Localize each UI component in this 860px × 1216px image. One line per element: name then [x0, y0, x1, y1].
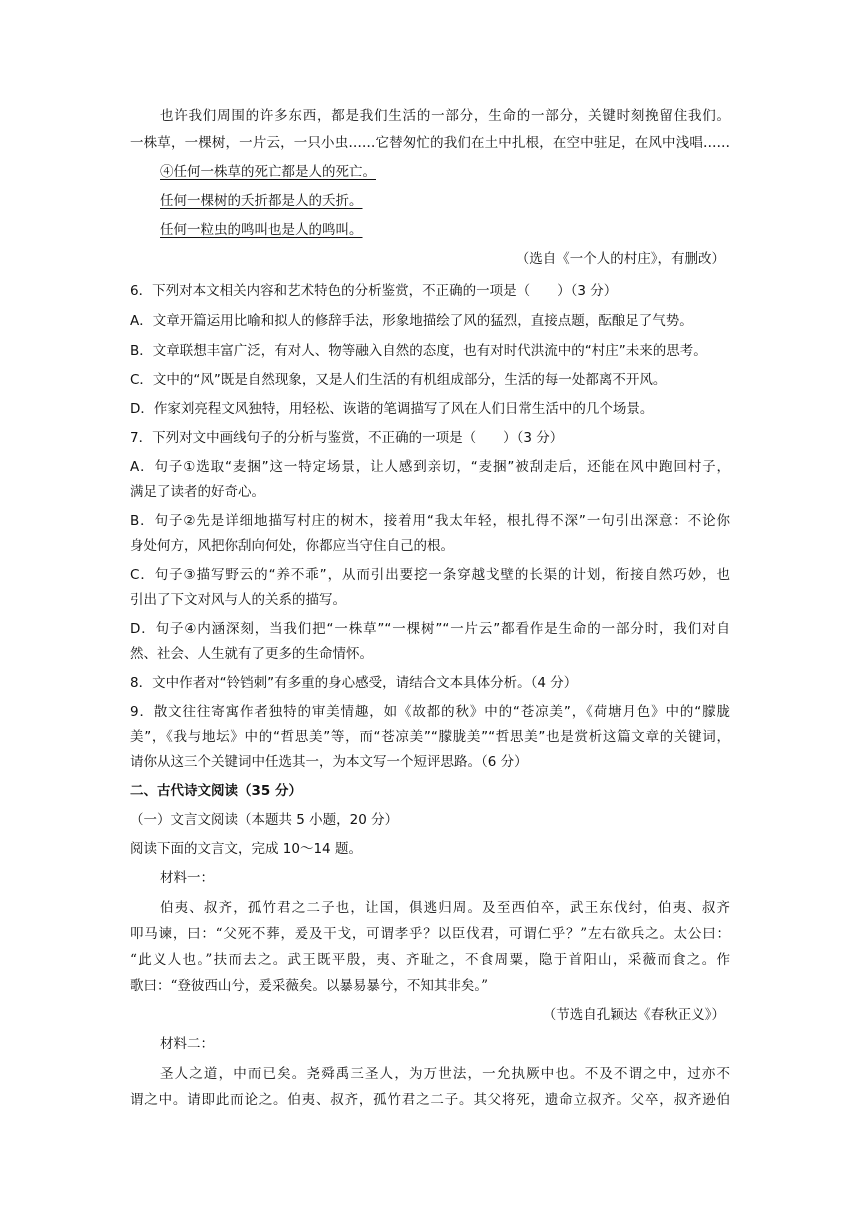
text-line: 圣人之道，中而已矣。尧舜禹三圣人，为万世法，一允执厥中也。不及不谓之中，过亦不	[160, 1066, 730, 1082]
text-line: 二、古代诗文阅读（35 分）	[130, 783, 302, 799]
text-line: 然、社会、人生就有了更多的生命情怀。	[130, 646, 373, 662]
text-line: ④任何一株草的死亡都是人的死亡。	[160, 164, 376, 180]
text-line: C．文中的“风”既是自然现象，又是人们生活的有机组成部分，生活的每一处都离不开风。	[130, 372, 667, 388]
text-line: 任何一粒虫的鸣叫也是人的鸣叫。	[160, 222, 363, 238]
text-line: B．文章联想丰富广泛，有对人、物等融入自然的态度，也有对时代洪流中的“村庄”未来的思考。	[130, 343, 707, 359]
text-line: 也许我们周围的许多东西，都是我们生活的一部分，生命的一部分，关键时刻挽留住我们。	[160, 108, 730, 124]
text-line: 7．下列对文中画线句子的分析与鉴赏，不正确的一项是（ ）（3 分）	[130, 430, 564, 446]
text-line: （选自《一个人的村庄》，有删改）	[515, 251, 725, 267]
text-line: 满足了读者的好奇心。	[130, 484, 265, 500]
text-line: 6．下列对本文相关内容和艺术特色的分析鉴赏，不正确的一项是（ ）（3 分）	[130, 283, 618, 299]
text-line: （节选自孔颖达《春秋正义》）	[542, 1007, 725, 1023]
text-line: “此义人也。”扶而去之。武王既平殷，夷、齐耻之，不食周粟，隐于首阳山，采薇而食之。作	[130, 952, 730, 968]
text-line: 9．散文往往寄寓作者独特的审美情趣，如《故都的秋》中的“苍凉美”，《荷塘月色》中的“朦胧	[130, 704, 730, 720]
text-line: A．文章开篇运用比喻和拟人的修辞手法，形象地描绘了风的猛烈，直接点题，酝酿足了气势。	[130, 313, 693, 329]
text-line: 美”，《我与地坛》中的“哲思美”等，而“苍凉美”“朦胧美”“哲思美”也是赏析这篇文章的关键词，	[130, 729, 730, 745]
text-line: （一）文言文阅读（本题共 5 小题，20 分）	[130, 812, 399, 828]
text-line: 材料二：	[160, 1036, 214, 1052]
text-line: 请你从这三个关键词中任选其一，为本文写一个短评思路。（6 分）	[130, 754, 528, 770]
text-line: 谓之中。请即此而论之。伯夷、叔齐，孤竹君之二子。其父将死，遗命立叔齐。父卒，叔齐逊伯	[130, 1092, 730, 1108]
text-line: 身处何方，风把你刮向何处，你都应当守住自己的根。	[130, 538, 454, 554]
text-line: 阅读下面的文言文，完成 10～14 题。	[130, 841, 362, 857]
text-line: D．作家刘亮程文风独特，用轻松、诙谐的笔调描写了风在人们日常生活中的几个场景。	[130, 401, 654, 417]
text-line: 引出了下文对风与人的关系的描写。	[130, 592, 346, 608]
text-line: B．句子②先是详细地描写村庄的树木，接着用“我太年轻，根扎得不深”一句引出深意：不论你	[130, 513, 730, 529]
text-line: 伯夷、叔齐，孤竹君之二子也，让国，俱逃归周。及至西伯卒，武王东伐纣，伯夷、叔齐	[160, 900, 730, 916]
text-line: 叩马谏，曰：“父死不葬，爰及干戈，可谓孝乎？以臣伐君，可谓仁乎？”左右欲兵之。太公曰：	[130, 926, 730, 942]
text-line: A．句子①选取“麦捆”这一特定场景，让人感到亲切，“麦捆”被刮走后，还能在风中跑回村子，	[130, 459, 730, 475]
text-line: 歌曰：“登彼西山兮，爰采薇矣。以暴易暴兮，不知其非矣。”	[130, 978, 489, 994]
text-line: 材料一：	[160, 870, 214, 886]
text-line: 一株草，一棵树，一片云，一只小虫……它替匆忙的我们在土中扎根，在空中驻足，在风中浅唱……	[130, 135, 730, 151]
text-line: C．句子③描写野云的“养不乖”，从而引出要挖一条穿越戈壁的长渠的计划，衔接自然巧妙，也	[130, 567, 730, 583]
text-line: 任何一棵树的夭折都是人的夭折。	[160, 193, 363, 209]
text-line: 8．文中作者对“铃铛刺”有多重的身心感受，请结合文本具体分析。（4 分）	[130, 675, 578, 691]
text-line: D．句子④内涵深刻，当我们把“一株草”“一棵树”“一片云”都看作是生命的一部分时，我们对自	[130, 621, 730, 637]
